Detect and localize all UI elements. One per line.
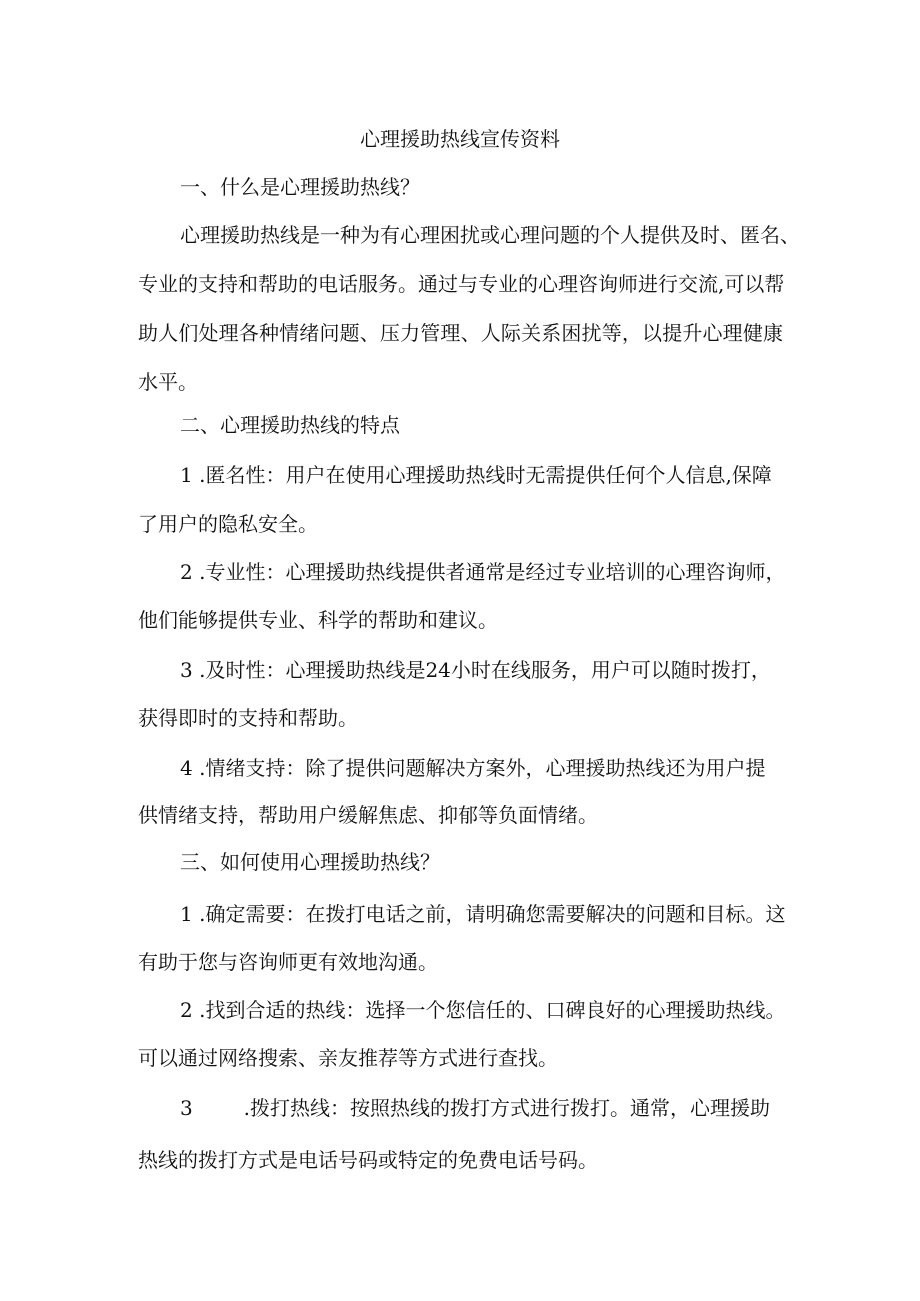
section-3-heading: 三、如何使用心理援助热线？ [180, 850, 440, 874]
usage-step-2-line2: 可以通过网络搜索、亲友推荐等方式进行查找。 [138, 1046, 558, 1070]
section-1-paragraph-line: 心理援助热线是一种为有心理困扰或心理问题的个人提供及时、匿名、 [180, 223, 800, 247]
usage-step-3-line2: 热线的拨打方式是电话号码或特定的免费电话号码。 [138, 1148, 598, 1172]
feature-item-1-line2: 了用户的隐私安全。 [138, 512, 318, 536]
section-1-paragraph-line: 水平。 [138, 370, 198, 394]
usage-step-3-line1: 3 .拨打热线：按照热线的拨打方式进行拨打。通常，心理援助 [180, 1096, 770, 1120]
feature-item-1-line1: 1 .匿名性：用户在使用心理援助热线时无需提供任何个人信息,保障 [180, 463, 772, 487]
usage-step-1-line2: 有助于您与咨询师更有效地沟通。 [138, 950, 438, 974]
feature-item-4-line1: 4 .情绪支持：除了提供问题解决方案外，心理援助热线还为用户提 [180, 756, 766, 780]
document-title: 心理援助热线宣传资料 [360, 127, 560, 151]
section-1-heading: 一、什么是心理援助热线？ [180, 175, 420, 199]
feature-item-2-line2: 他们能够提供专业、科学的帮助和建议。 [138, 608, 498, 632]
section-1-paragraph-line: 专业的支持和帮助的电话服务。通过与专业的心理咨询师进行交流,可以帮 [138, 272, 785, 296]
usage-step-2-line1: 2 .找到合适的热线：选择一个您信任的、口碑良好的心理援助热线。 [180, 998, 786, 1022]
usage-step-1-line1: 1 .确定需要：在拨打电话之前，请明确您需要解决的问题和目标。这 [180, 902, 786, 926]
feature-item-3-line1: 3 .及时性：心理援助热线是24小时在线服务，用户可以随时拨打， [180, 658, 771, 682]
section-2-heading: 二、心理援助热线的特点 [180, 413, 400, 437]
section-1-paragraph-line: 助人们处理各种情绪问题、压力管理、人际关系困扰等，以提升心理健康 [138, 321, 783, 345]
feature-item-2-line1: 2 .专业性：心理援助热线提供者通常是经过专业培训的心理咨询师， [180, 560, 786, 584]
feature-item-4-line2: 供情绪支持，帮助用户缓解焦虑、抑郁等负面情绪。 [138, 803, 598, 827]
feature-item-3-line2: 获得即时的支持和帮助。 [138, 706, 358, 730]
